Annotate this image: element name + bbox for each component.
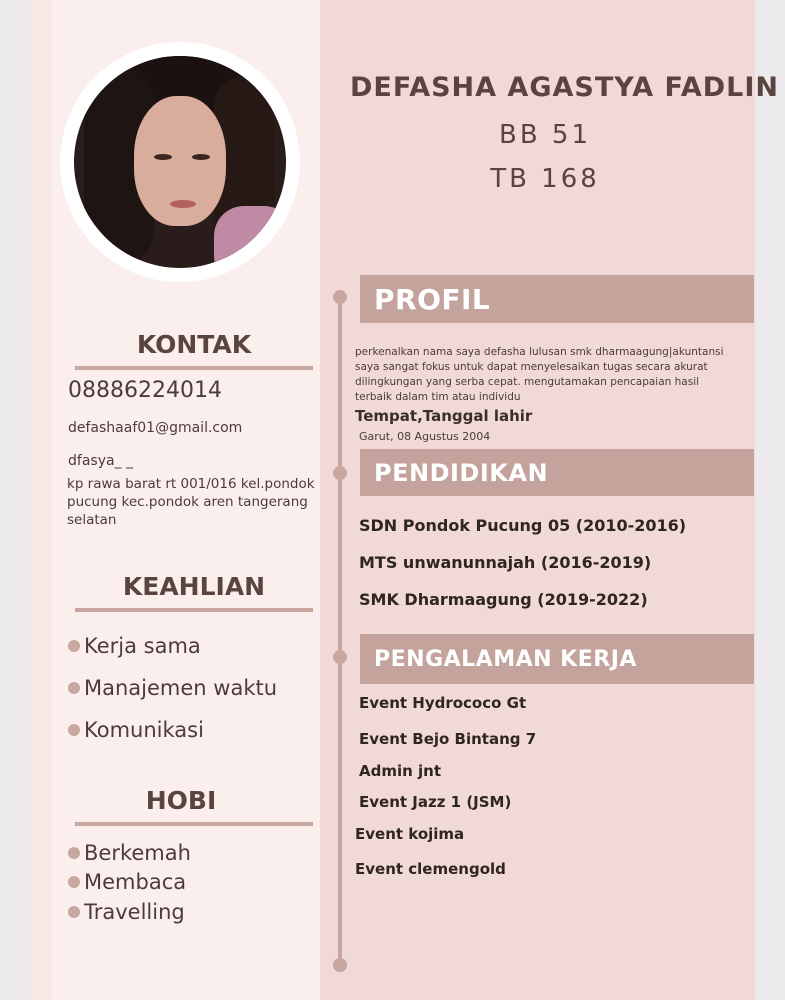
- hobby-item: [68, 841, 191, 865]
- bullet-dot-icon: [68, 906, 80, 918]
- timeline-line: [338, 296, 342, 966]
- bullet-dot-icon: [68, 724, 80, 736]
- education-item: MTS unwanunnajah (2016-2019): [359, 553, 652, 572]
- education-item: SMK Dharmaagung (2019-2022): [359, 590, 648, 609]
- pendidikan-title: PENDIDIKAN: [374, 458, 549, 487]
- hobby-item: [68, 870, 186, 894]
- address-line-1: kp rawa barat rt 001/016 kel.pondok: [67, 476, 315, 492]
- experience-item: Event Jazz 1 (JSM): [359, 793, 512, 811]
- timeline-dot: [333, 290, 347, 304]
- education-item: SDN Pondok Pucung 05 (2010-2016): [359, 516, 687, 535]
- hobby-label: Membaca: [84, 870, 187, 894]
- birth-label: Tempat,Tanggal lahir: [355, 407, 533, 425]
- phone-number: 08886224014: [68, 378, 222, 403]
- skill-label: Manajemen waktu: [84, 676, 278, 700]
- experience-item: Event Hydrococo Gt: [359, 694, 527, 712]
- bullet-dot-icon: [68, 640, 80, 652]
- eye-right: [192, 154, 210, 160]
- pengalaman-band: [360, 634, 754, 684]
- profile-photo: [74, 56, 286, 268]
- profil-band: [360, 275, 754, 323]
- kontak-title: KONTAK: [136, 330, 252, 359]
- shirt: [214, 206, 286, 268]
- skill-item: [68, 676, 277, 700]
- keahlian-title: KEAHLIAN: [122, 572, 266, 601]
- hobby-label: Berkemah: [84, 841, 191, 865]
- lips: [170, 200, 196, 208]
- full-name: DEFASHA AGASTYA FADLIN: [350, 72, 780, 103]
- experience-item: Event Bejo Bintang 7: [359, 730, 537, 748]
- keahlian-rule: [75, 608, 313, 612]
- skill-item: [68, 634, 201, 658]
- bullet-dot-icon: [68, 847, 80, 859]
- hobby-label: Travelling: [84, 900, 185, 924]
- timeline-dot: [333, 958, 347, 972]
- height: TB 168: [490, 164, 600, 194]
- experience-item: Event kojima: [355, 825, 465, 843]
- profil-text-line: terbaik dalam tim atau individu: [355, 391, 521, 403]
- email-address: defashaaf01@gmail.com: [68, 420, 243, 436]
- birth-value: Garut, 08 Agustus 2004: [359, 430, 491, 443]
- profil-title: PROFIL: [374, 282, 491, 316]
- profil-text-line: saya sangat fokus untuk dapat menyelesaikan tugas secara akurat: [355, 361, 708, 373]
- pengalaman-title: PENGALAMAN KERJA: [374, 646, 637, 672]
- address-line-3: selatan: [67, 512, 117, 528]
- kontak-rule: [75, 366, 313, 370]
- bullet-dot-icon: [68, 876, 80, 888]
- profil-text-line: dilingkungan yang serba cepat. mengutamakan pencapaian hasil: [355, 376, 700, 388]
- experience-item: Admin jnt: [359, 762, 442, 780]
- pendidikan-band: [360, 449, 754, 496]
- weight: BB 51: [498, 120, 592, 150]
- profil-text-line: perkenalkan nama saya defasha lulusan smk dharmaagung|akuntansi: [355, 346, 724, 358]
- eye-left: [154, 154, 172, 160]
- social-handle: dfasya_ _: [68, 453, 134, 469]
- hobi-rule: [75, 822, 313, 826]
- hobby-item: [68, 900, 185, 924]
- timeline-dot: [333, 650, 347, 664]
- skill-label: Kerja sama: [84, 634, 201, 658]
- timeline-dot: [333, 466, 347, 480]
- bullet-dot-icon: [68, 682, 80, 694]
- skill-item: [68, 718, 204, 742]
- address-line-2: pucung kec.pondok aren tangerang: [67, 494, 308, 510]
- experience-item: Event clemengold: [355, 860, 506, 878]
- skill-label: Komunikasi: [84, 718, 204, 742]
- hobi-title: HOBI: [145, 786, 217, 815]
